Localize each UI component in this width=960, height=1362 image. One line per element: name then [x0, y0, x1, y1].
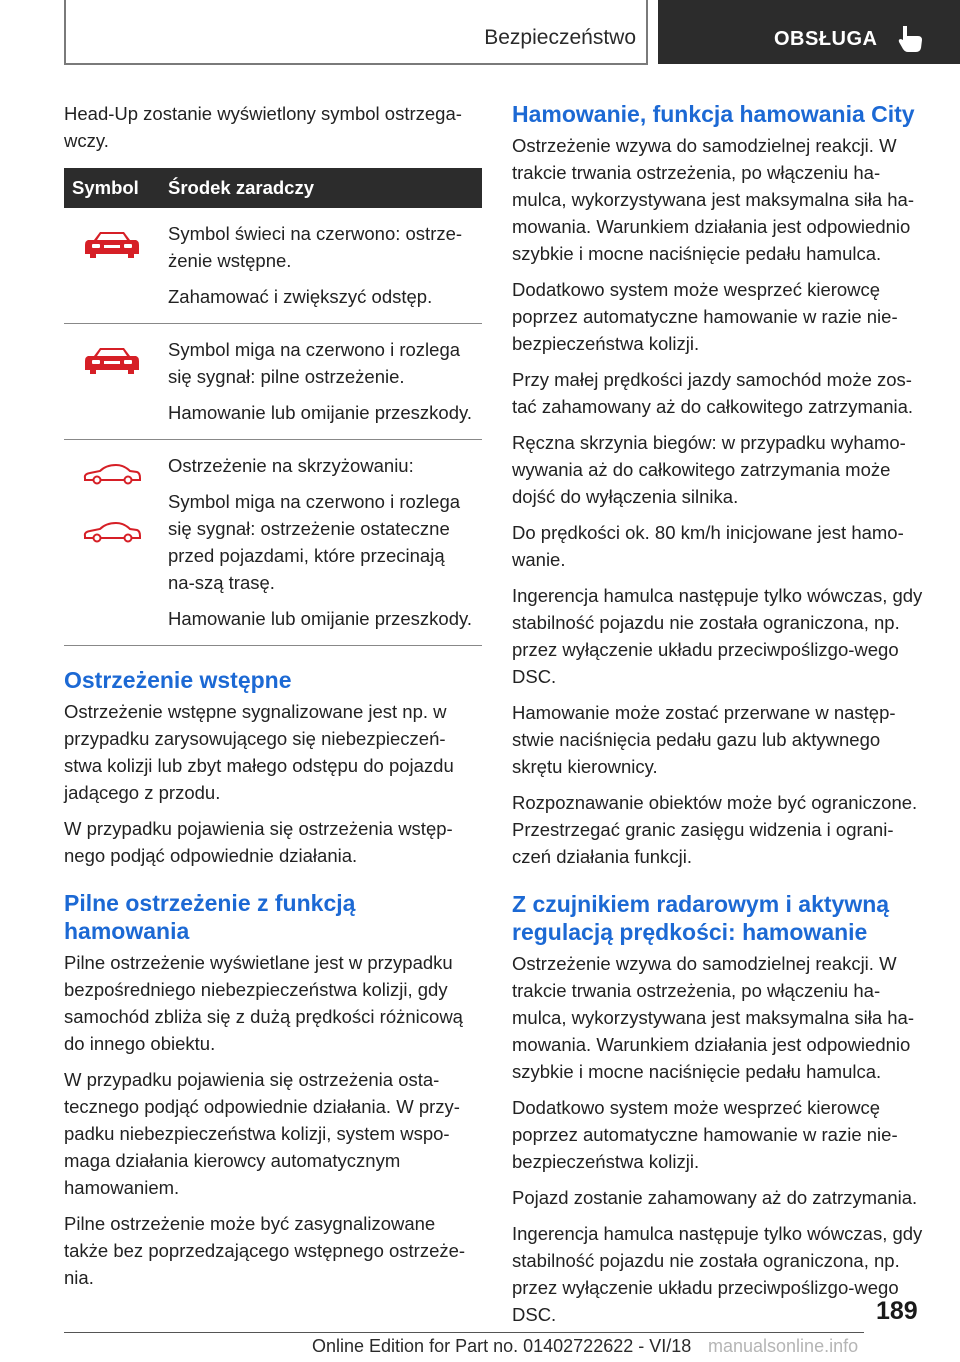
car-side-warning-icon: [82, 462, 142, 486]
body-paragraph: W przypadku pojawienia się ostrzeżenia osta-tecznego podjąć odpowiednie działania. W przy-padku niebezpieczeństwa kolizji, system wspo-maga działania kierowcy automatycznym hamowaniem.: [64, 1069, 460, 1198]
car-front-warning-icon: [84, 230, 140, 260]
body-paragraph: Rozpoznawanie obiektów może być ograniczone. Przestrzegać granic zasięgu widzenia i ograni-czeń działania funkcji.: [512, 792, 918, 867]
body-paragraph: Ingerencja hamulca następuje tylko wówczas, gdy stabilność pojazdu nie została ograniczona, np. przez wyłączenie układu przeciwpoślizgo-wego DSC.: [512, 585, 923, 687]
section-heading: Z czujnikiem radarowym i aktywną regulacją prędkości: hamowanie: [512, 891, 890, 945]
section-heading: Hamowanie, funkcja hamowania City: [512, 101, 915, 127]
section-heading: Ostrzeżenie wstępne: [64, 667, 292, 693]
body-paragraph: Ostrzeżenie wzywa do samodzielnej reakcji. W trakcie trwania ostrzeżenia, po włączeniu ha-mulca, wykorzystywana jest maksymalna siła ha-mowania. Warunkiem działania jest odpowiednio szybkie i mocne naciśnięcie pedału hamulca.: [512, 135, 914, 264]
right-column: [512, 100, 932, 1337]
remedy-text: Symbol świeci na czerwono: ostrze-żenie wstępne.: [168, 223, 463, 271]
header-rule-bottom: [64, 63, 648, 65]
car-front-warning-icon: [84, 346, 140, 376]
watermark-brand: manualsonline.info: [708, 1336, 859, 1356]
symbol-cell: [64, 440, 160, 646]
body-paragraph: W przypadku pojawienia się ostrzeżenia wstęp-nego podjąć odpowiednie działania.: [64, 818, 453, 866]
body-paragraph: Dodatkowo system może wesprzeć kierowcę poprzez automatyczne hamowanie w razie nie-bezpieczeństwa kolizji.: [512, 1097, 898, 1172]
table-row: [64, 208, 482, 324]
body-paragraph: Ingerencja hamulca następuje tylko wówczas, gdy stabilność pojazdu nie została ograniczona, np. przez wyłączenie układu przeciwpoślizgo-wego DSC.: [512, 1223, 923, 1325]
header-chapter-label: OBSŁUGA: [774, 28, 878, 50]
body-paragraph: Ręczna skrzynia biegów: w przypadku wyhamo-wywania aż do całkowitego zatrzymania może dojść do wyłączenia silnika.: [512, 432, 906, 507]
pointing-hand-icon: [894, 22, 926, 54]
symbol-cell: [64, 324, 160, 440]
footer-rule: [64, 1332, 864, 1333]
header-rule-left: [64, 0, 66, 64]
remedy-text: Hamowanie lub omijanie przeszkody.: [168, 402, 473, 423]
body-paragraph: Do prędkości ok. 80 km/h inicjowane jest hamo-wanie.: [512, 522, 904, 570]
symbol-col-header: Symbol: [64, 168, 160, 208]
body-paragraph: Przy małej prędkości jazdy samochód może zos-tać zahamowany aż do całkowitego zatrzymania.: [512, 369, 914, 417]
symbol-table: [64, 168, 482, 646]
left-column: [64, 100, 482, 1300]
intro-text: Head-Up zostanie wyświetlony symbol ostrzega-wczy.: [64, 103, 462, 151]
symbol-table-header: [64, 168, 482, 208]
header-section-title: Bezpieczeństwo: [484, 26, 636, 49]
body-paragraph: Dodatkowo system może wesprzeć kierowcę poprzez automatyczne hamowanie w razie nie-bezpieczeństwa kolizji.: [512, 279, 898, 354]
remedy-col-header: Środek zaradczy: [160, 168, 482, 208]
remedy-text: Symbol miga na czerwono i rozlega się sygnał: pilne ostrzeżenie.: [168, 339, 461, 387]
page-number: 189: [876, 1297, 918, 1325]
header-chapter-tab: [658, 0, 960, 64]
remedy-text: Hamowanie lub omijanie przeszkody.: [168, 608, 473, 629]
remedy-text: Symbol miga na czerwono i rozlega się sygnał: ostrzeżenie ostateczne przed pojazdami, które przecinają na-szą trasę.: [168, 491, 461, 593]
remedy-text: Ostrzeżenie na skrzyżowaniu:: [168, 455, 414, 476]
remedy-cell: [160, 324, 482, 440]
section-heading: Pilne ostrzeżenie z funkcją hamowania: [64, 890, 356, 944]
remedy-cell: [160, 208, 482, 324]
body-paragraph: Ostrzeżenie wzywa do samodzielnej reakcji. W trakcie trwania ostrzeżenia, po włączeniu ha-mulca, wykorzystywana jest maksymalna siła ha-mowania. Warunkiem działania jest odpowiednio szybkie i mocne naciśnięcie pedału hamulca.: [512, 953, 914, 1082]
car-side-warning-icon: [82, 520, 142, 544]
body-paragraph: Hamowanie może zostać przerwane w następ-stwie naciśnięcia pedału gazu lub aktywnego skrętu kierownicy.: [512, 702, 896, 777]
body-paragraph: Pilne ostrzeżenie wyświetlane jest w przypadku bezpośredniego niebezpieczeństwa kolizji, gdy samochód zbliża się z dużą prędkości różnicową do innego obiektu.: [64, 952, 463, 1054]
footer-edition: Online Edition for Part no. 01402722622 - VI/18: [312, 1336, 692, 1356]
table-row: [64, 440, 482, 646]
table-row: [64, 324, 482, 440]
body-paragraph: Ostrzeżenie wstępne sygnalizowane jest np. w przypadku zarysowującego się niebezpieczeń-stwa kolizji lub zbyt małego odstępu do pojazdu jadącego z przodu.: [64, 701, 454, 803]
body-paragraph: Pilne ostrzeżenie może być zasygnalizowane także bez poprzedzającego wstępnego ostrzeże-nia.: [64, 1213, 466, 1288]
body-paragraph: Pojazd zostanie zahamowany aż do zatrzymania.: [512, 1187, 918, 1208]
remedy-cell: [160, 440, 482, 646]
remedy-text: Zahamować i zwiększyć odstęp.: [168, 286, 433, 307]
symbol-cell: [64, 208, 160, 324]
header-rule-mid: [646, 0, 648, 64]
